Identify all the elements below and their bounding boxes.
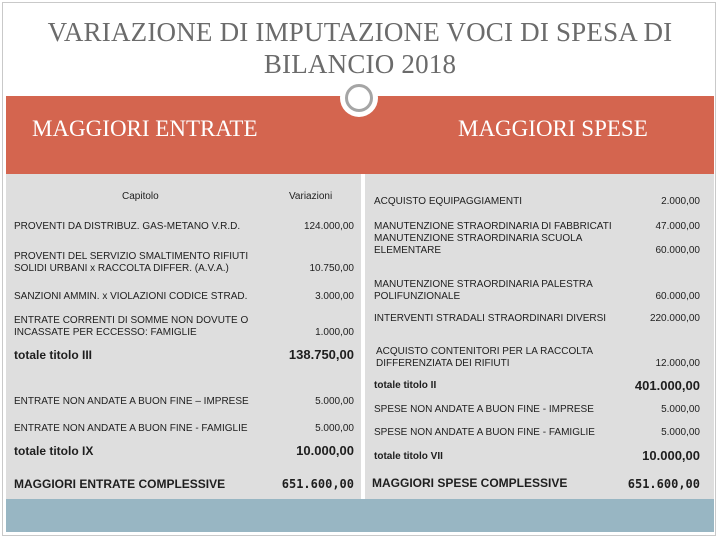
entrate-row-value: 124.000,00: [303, 221, 354, 232]
spese-row-value: 12.000,00: [655, 358, 700, 369]
maggiori-entrate-complessive-label: MAGGIORI ENTRATE COMPLESSIVE: [14, 477, 226, 491]
total-titolo-ix-value: 10.000,00: [296, 443, 354, 458]
total-titolo-iii-value: 138.750,00: [288, 347, 354, 362]
spese-row-label: MANUTENZIONE STRAORDINARIA PALESTRA: [374, 279, 593, 290]
entrate-row-label: ENTRATE NON ANDATE A BUON FINE – IMPRESE: [14, 396, 249, 407]
spese-row-value: 47.000,00: [655, 221, 700, 232]
total-titolo-ix-label: totale titolo IX: [14, 444, 94, 458]
spese-row-label: DIFFERENZIATA DEI RIFIUTI: [376, 358, 510, 369]
spese-row-label: SPESE NON ANDATE A BUON FINE - IMPRESE: [374, 404, 594, 415]
entrate-row-label: ENTRATE CORRENTI DI SOMME NON DOVUTE O: [14, 315, 249, 326]
ring-icon: [340, 79, 378, 117]
spese-row-value: 2.000,00: [661, 196, 700, 207]
col-header-variazioni: Variazioni: [289, 191, 333, 202]
spese-row-label: MANUTENZIONE STRAORDINARIA SCUOLA: [374, 233, 583, 244]
maggiori-entrate-complessive-value: 651.600,00: [281, 477, 354, 491]
total-titolo-iii-label: totale titolo III: [14, 348, 92, 362]
total-titolo-ii-value: 401.000,00: [634, 378, 700, 393]
entrate-row-label: INCASSATE PER ECCESSO: FAMIGLIE: [14, 327, 197, 338]
spese-row-value: 220.000,00: [649, 313, 700, 324]
entrate-row-label: SANZIONI AMMIN. x VIOLAZIONI CODICE STRAD.: [14, 291, 248, 302]
header-maggiori-entrate: MAGGIORI ENTRATE: [32, 116, 258, 141]
entrate-row-value: 1.000,00: [315, 327, 354, 338]
header-maggiori-spese: MAGGIORI SPESE: [458, 116, 648, 141]
spese-row-value: 5.000,00: [661, 404, 700, 415]
entrate-row-value: 3.000,00: [315, 291, 354, 302]
spese-row-label: MANUTENZIONE STRAORDINARIA DI FABBRICATI: [374, 221, 612, 232]
spese-row-label: ACQUISTO CONTENITORI PER LA RACCOLTA: [376, 346, 594, 357]
total-titolo-vii-value: 10.000,00: [642, 448, 700, 463]
maggiori-spese-complessive-value: 651.600,00: [627, 477, 700, 491]
entrate-row-label: PROVENTI DA DISTRIBUZ. GAS-METANO V.R.D.: [14, 221, 241, 232]
spese-row-value: 60.000,00: [655, 245, 700, 256]
page-title: VARIAZIONE DI IMPUTAZIONE VOCI DI SPESA DI BILANCIO 2018: [47, 17, 673, 79]
col-header-capitolo: Capitolo: [122, 191, 159, 202]
spese-row-label: SPESE NON ANDATE A BUON FINE - FAMIGLIE: [374, 427, 595, 438]
entrate-row-value: 5.000,00: [315, 423, 354, 434]
entrate-row-label: SOLIDI URBANI x RACCOLTA DIFFER. (A.V.A.): [14, 263, 229, 274]
spese-row-label: INTERVENTI STRADALI STRAORDINARI DIVERSI: [374, 313, 607, 324]
maggiori-spese-complessive-label: MAGGIORI SPESE COMPLESSIVE: [372, 476, 568, 490]
spese-row-value: 5.000,00: [661, 427, 700, 438]
total-titolo-vii-label: totale titolo VII: [374, 451, 443, 462]
spese-row-label: ELEMENTARE: [374, 245, 442, 256]
entrate-row-value: 10.750,00: [309, 263, 354, 274]
spese-row-label: POLIFUNZIONALE: [374, 291, 461, 302]
footer-bar: [6, 499, 714, 532]
spese-row-label: ACQUISTO EQUIPAGGIAMENTI: [374, 196, 522, 207]
total-titolo-ii-label: totale titolo II: [374, 380, 437, 391]
entrate-row-value: 5.000,00: [315, 396, 354, 407]
entrate-row-label: PROVENTI DEL SERVIZIO SMALTIMENTO RIFIUTI: [14, 251, 249, 262]
column-divider: [361, 174, 365, 499]
entrate-row-label: ENTRATE NON ANDATE A BUON FINE - FAMIGLIE: [14, 423, 248, 434]
spese-row-value: 60.000,00: [655, 291, 700, 302]
